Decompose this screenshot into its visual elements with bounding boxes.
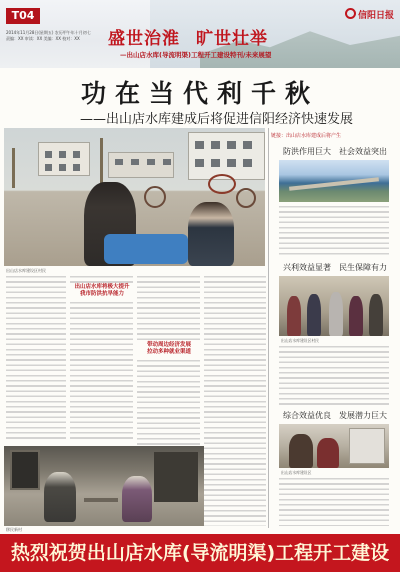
logo-text: 信阳日报 <box>357 11 394 21</box>
photo-table <box>84 498 118 502</box>
column-divider <box>268 128 269 528</box>
photo-boy <box>188 202 234 266</box>
sidebar-text-1 <box>279 206 389 256</box>
bottom-photo <box>4 446 204 526</box>
publication-meta <box>6 30 98 42</box>
article-column-1 <box>6 276 66 442</box>
photo-tree <box>100 138 103 184</box>
main-photo <box>4 128 265 266</box>
photo-elder-2 <box>122 476 152 522</box>
footer-banner: 热烈祝贺出山店水库(导流明渠)工程开工建设 <box>0 534 400 572</box>
photo-villager <box>289 434 313 468</box>
subheadline: ——出山店水库建成后将促进信阳经济快速发展 <box>80 112 354 127</box>
photo-doorway <box>154 452 198 502</box>
box-head-1: 出山店水库将极大提升 我市防洪抗旱能力 <box>74 284 130 297</box>
article-column-2 <box>70 302 133 442</box>
photo-elder-1 <box>44 472 76 522</box>
photo-dam <box>289 177 379 190</box>
section-2-title-a: 兴利效益显著 <box>283 263 331 272</box>
photo-fitness-equipment <box>144 186 166 208</box>
sidebar-label: 链接：出山店水库建成后将产生 <box>271 133 342 139</box>
publication-meta-line-2: 责编：XX 审读：XX 美编：XX 校对：XX <box>6 36 80 41</box>
photo-villager <box>349 296 363 336</box>
photo-poster <box>349 428 385 464</box>
photo-building <box>38 142 90 176</box>
photo-window <box>10 450 40 490</box>
special-issue-title: —出山店水库(导流明渠)工程开工建设特刊/未来展望 <box>120 51 272 59</box>
sidebar-photo-3-caption: 出山店水库建设区 <box>281 470 312 475</box>
photo-villager <box>369 294 383 336</box>
sidebar-photo-2-caption: 出山店水库建设区村民 <box>281 338 319 343</box>
article-column-4 <box>204 276 266 526</box>
photo-blue-equipment <box>104 234 188 264</box>
photo-fitness-equipment <box>236 188 256 208</box>
photo-fitness-equipment <box>208 174 236 194</box>
photo-villager <box>329 292 343 336</box>
sidebar-text-3 <box>279 478 389 526</box>
photo-villager <box>307 294 321 336</box>
bottom-photo-caption: 移民新村 <box>6 527 22 532</box>
main-photo-caption: 出山店水库建设区村民 <box>6 268 46 273</box>
section-3-title-a: 综合效益优良 <box>283 411 331 420</box>
photo-villager <box>287 296 301 336</box>
photo-building <box>188 132 265 180</box>
sidebar-section-1-title <box>283 146 387 157</box>
newspaper-logo <box>342 8 394 24</box>
section-1-title-a: 防洪作用巨大 <box>283 147 331 156</box>
headline: 功在当代利千秋 <box>80 79 319 108</box>
logo-ring-icon <box>345 8 356 19</box>
section-3-title-b: 发展潜力巨大 <box>339 411 387 420</box>
sidebar-photo-2 <box>279 276 389 336</box>
sidebar-photo-3 <box>279 424 389 468</box>
publication-meta-line-1: 2014年11月28日(星期五) 农历甲午年十月初七 <box>6 30 91 35</box>
sidebar-section-3-title <box>283 410 387 421</box>
box-head-2: 带动周边经济发展 拉动多种就业渠道 <box>146 342 191 355</box>
article-column-2-top <box>70 276 133 284</box>
photo-villager <box>317 438 339 468</box>
photo-building <box>108 152 174 178</box>
sidebar-photo-1 <box>279 160 389 202</box>
section-2-title-b: 民生保障有力 <box>339 263 387 272</box>
section-1-title-b: 社会效益突出 <box>339 147 387 156</box>
page-number: T04 <box>6 8 40 24</box>
sidebar-section-2-title <box>283 262 387 273</box>
photo-tree <box>12 148 15 188</box>
sidebar-text-2 <box>279 346 389 406</box>
slogan <box>108 24 308 49</box>
article-column-3-top <box>137 276 200 340</box>
slogan-right: 旷世壮举 <box>196 29 268 49</box>
slogan-left: 盛世治淮 <box>108 29 180 49</box>
